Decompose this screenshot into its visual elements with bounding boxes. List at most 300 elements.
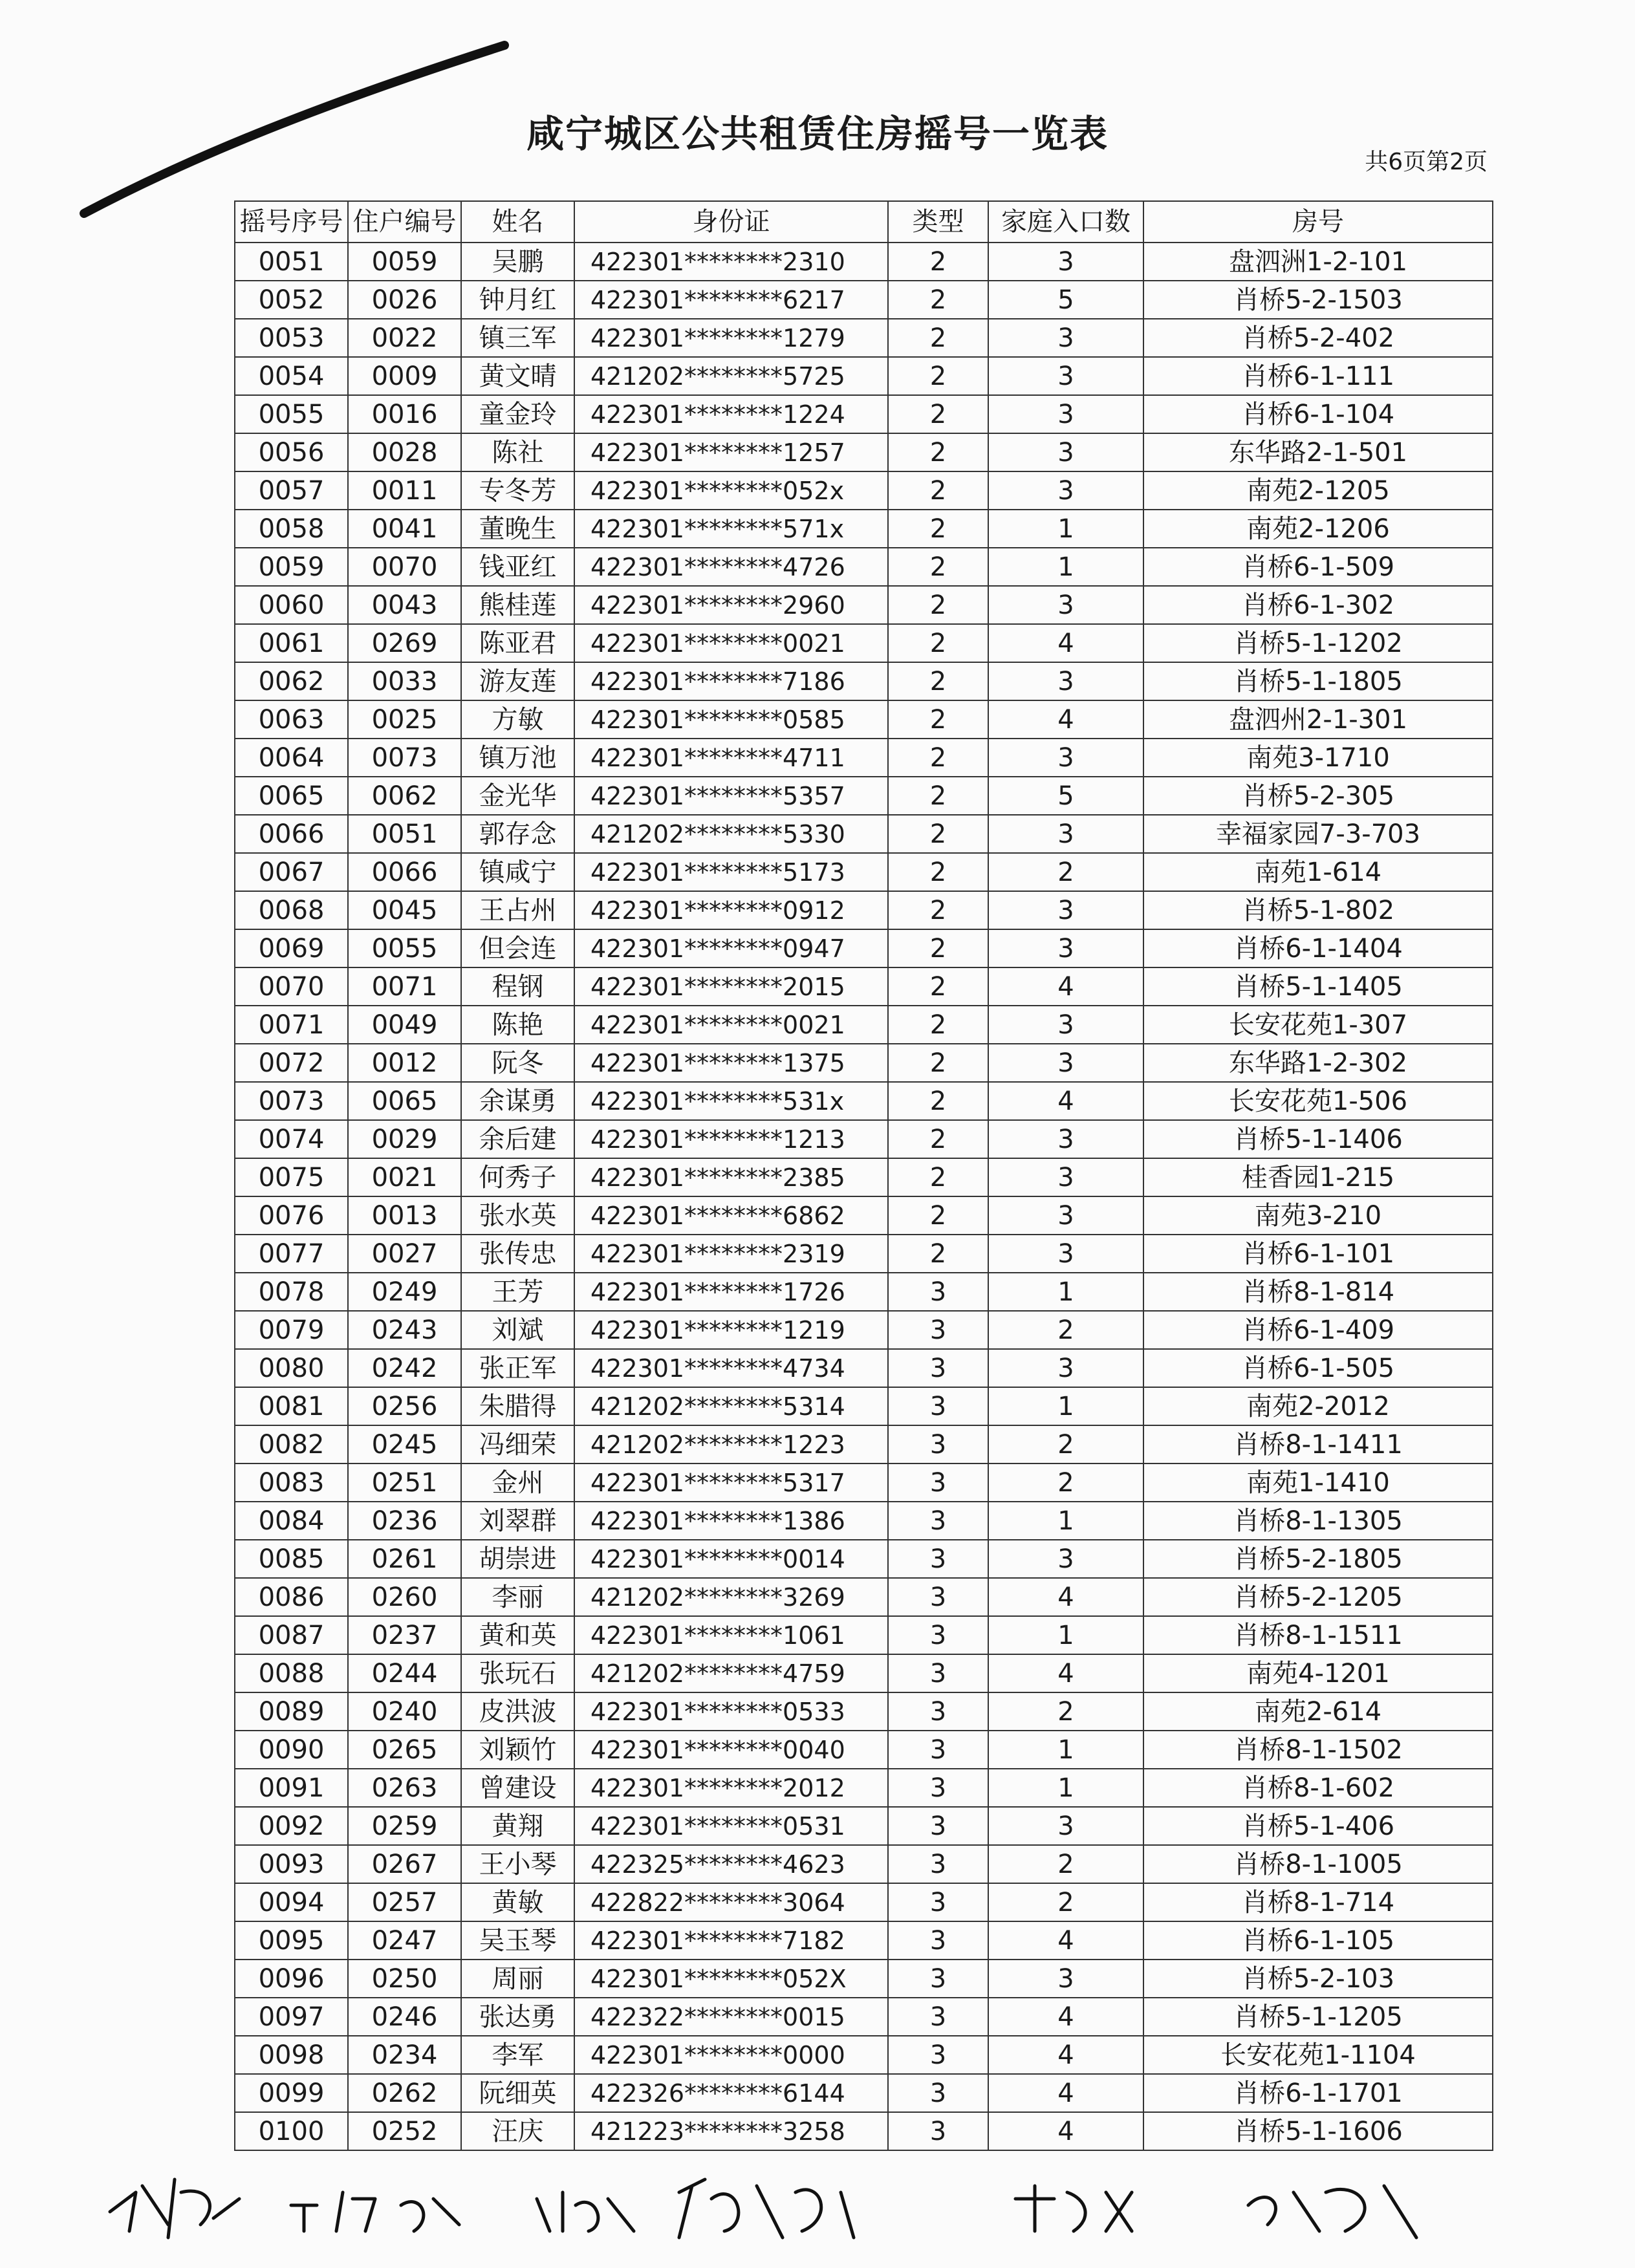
table-row (235, 662, 1493, 700)
cell-id-card: 422301********0000 (574, 2036, 888, 2074)
cell-household-no: 0246 (348, 1998, 461, 2036)
table-row (235, 395, 1493, 433)
cell-family-size: 5 (988, 777, 1143, 815)
cell-lottery-no: 0060 (235, 586, 348, 624)
cell-id-card: 421202********1223 (574, 1425, 888, 1463)
cell-id-card: 422301********052x (574, 471, 888, 510)
cell-room-no: 桂香园1-215 (1143, 1158, 1493, 1196)
cell-household-no: 0237 (348, 1616, 461, 1654)
cell-room-no: 幸福家园7-3-703 (1143, 815, 1493, 853)
table-row (235, 1120, 1493, 1158)
table-row (235, 929, 1493, 967)
cell-id-card: 422301********1726 (574, 1273, 888, 1311)
cell-id-card: 422301********7186 (574, 662, 888, 700)
cell-type: 2 (888, 967, 988, 1006)
cell-room-no: 肖桥5-1-1606 (1143, 2112, 1493, 2150)
cell-id-card: 422301********2960 (574, 586, 888, 624)
cell-name: 朱腊得 (461, 1387, 574, 1425)
cell-lottery-no: 0058 (235, 510, 348, 548)
cell-lottery-no: 0062 (235, 662, 348, 700)
cell-family-size: 1 (988, 1502, 1143, 1540)
signatures-area (97, 2154, 1552, 2251)
cell-name: 阮细英 (461, 2074, 574, 2112)
cell-type: 3 (888, 1769, 988, 1807)
cell-family-size: 3 (988, 319, 1143, 357)
cell-type: 2 (888, 1044, 988, 1082)
cell-lottery-no: 0075 (235, 1158, 348, 1196)
cell-household-no: 0045 (348, 891, 461, 929)
cell-household-no: 0252 (348, 2112, 461, 2150)
cell-lottery-no: 0092 (235, 1807, 348, 1845)
cell-id-card: 422301********0585 (574, 700, 888, 739)
cell-name: 专冬芳 (461, 471, 574, 510)
table-row (235, 1654, 1493, 1692)
cell-room-no: 东华路1-2-302 (1143, 1044, 1493, 1082)
table-row (235, 891, 1493, 929)
cell-household-no: 0059 (348, 243, 461, 281)
table-row (235, 1044, 1493, 1082)
cell-type: 3 (888, 1463, 988, 1502)
cell-lottery-no: 0096 (235, 1960, 348, 1998)
cell-family-size: 2 (988, 1463, 1143, 1502)
cell-id-card: 422301********5173 (574, 853, 888, 891)
table-row (235, 1425, 1493, 1463)
cell-household-no: 0065 (348, 1082, 461, 1120)
table-row (235, 1387, 1493, 1425)
cell-family-size: 2 (988, 1883, 1143, 1921)
cell-room-no: 肖桥5-1-1805 (1143, 662, 1493, 700)
cell-lottery-no: 0054 (235, 357, 348, 395)
cell-type: 2 (888, 929, 988, 967)
table-row (235, 357, 1493, 395)
cell-room-no: 肖桥6-1-104 (1143, 395, 1493, 433)
table-row (235, 1235, 1493, 1273)
cell-room-no: 南苑2-1205 (1143, 471, 1493, 510)
cell-id-card: 422301********0021 (574, 1006, 888, 1044)
cell-type: 3 (888, 1692, 988, 1731)
table-row (235, 1349, 1493, 1387)
cell-lottery-no: 0074 (235, 1120, 348, 1158)
table-row (235, 1769, 1493, 1807)
cell-name: 董晚生 (461, 510, 574, 548)
table-row (235, 281, 1493, 319)
cell-id-card: 422301********5357 (574, 777, 888, 815)
cell-family-size: 3 (988, 586, 1143, 624)
cell-household-no: 0267 (348, 1845, 461, 1883)
cell-id-card: 422301********6862 (574, 1196, 888, 1235)
cell-room-no: 肖桥5-1-1405 (1143, 967, 1493, 1006)
cell-lottery-no: 0085 (235, 1540, 348, 1578)
cell-lottery-no: 0083 (235, 1463, 348, 1502)
cell-family-size: 1 (988, 548, 1143, 586)
cell-household-no: 0249 (348, 1273, 461, 1311)
cell-name: 黄敏 (461, 1883, 574, 1921)
cell-id-card: 422301********0533 (574, 1692, 888, 1731)
cell-room-no: 南苑1-614 (1143, 853, 1493, 891)
cell-name: 陈艳 (461, 1006, 574, 1044)
cell-name: 镇咸宁 (461, 853, 574, 891)
cell-id-card: 422301********2310 (574, 243, 888, 281)
cell-id-card: 422301********1257 (574, 433, 888, 471)
cell-lottery-no: 0088 (235, 1654, 348, 1692)
document-title: 咸宁城区公共租赁住房摇号一览表 (526, 112, 1109, 156)
cell-family-size: 3 (988, 471, 1143, 510)
table-row (235, 739, 1493, 777)
table-row (235, 1463, 1493, 1502)
cell-room-no: 南苑4-1201 (1143, 1654, 1493, 1692)
table-row (235, 1845, 1493, 1883)
cell-room-no: 肖桥8-1-1502 (1143, 1731, 1493, 1769)
cell-room-no: 盘泗洲1-2-101 (1143, 243, 1493, 281)
cell-family-size: 4 (988, 2112, 1143, 2150)
cell-household-no: 0012 (348, 1044, 461, 1082)
table-row (235, 433, 1493, 471)
cell-name: 李军 (461, 2036, 574, 2074)
cell-name: 但会连 (461, 929, 574, 967)
cell-name: 吴鹏 (461, 243, 574, 281)
cell-name: 刘翠群 (461, 1502, 574, 1540)
cell-type: 2 (888, 815, 988, 853)
signature-3 (537, 2192, 634, 2231)
lottery-table-container (234, 200, 1492, 2151)
cell-name: 胡崇进 (461, 1540, 574, 1578)
cell-type: 3 (888, 2036, 988, 2074)
cell-household-no: 0070 (348, 548, 461, 586)
table-row (235, 1082, 1493, 1120)
cell-room-no: 肖桥6-1-509 (1143, 548, 1493, 586)
cell-room-no: 盘泗州2-1-301 (1143, 700, 1493, 739)
cell-type: 2 (888, 281, 988, 319)
header-lottery-no: 摇号序号 (235, 201, 348, 243)
table-row (235, 1998, 1493, 2036)
cell-type: 2 (888, 357, 988, 395)
cell-id-card: 422301********0947 (574, 929, 888, 967)
cell-household-no: 0013 (348, 1196, 461, 1235)
cell-room-no: 肖桥5-1-406 (1143, 1807, 1493, 1845)
cell-id-card: 422822********3064 (574, 1883, 888, 1921)
cell-household-no: 0016 (348, 395, 461, 433)
cell-household-no: 0257 (348, 1883, 461, 1921)
cell-name: 余谋勇 (461, 1082, 574, 1120)
cell-type: 2 (888, 700, 988, 739)
cell-name: 张达勇 (461, 1998, 574, 2036)
table-row (235, 2112, 1493, 2150)
cell-name: 陈社 (461, 433, 574, 471)
cell-type: 2 (888, 395, 988, 433)
table-row (235, 1960, 1493, 1998)
cell-household-no: 0033 (348, 662, 461, 700)
table-row (235, 1883, 1493, 1921)
cell-family-size: 1 (988, 510, 1143, 548)
cell-lottery-no: 0071 (235, 1006, 348, 1044)
cell-type: 3 (888, 1273, 988, 1311)
cell-type: 3 (888, 2074, 988, 2112)
cell-room-no: 肖桥5-1-1205 (1143, 1998, 1493, 2036)
cell-room-no: 南苑3-1710 (1143, 739, 1493, 777)
cell-household-no: 0250 (348, 1960, 461, 1998)
cell-room-no: 肖桥6-1-111 (1143, 357, 1493, 395)
table-row (235, 319, 1493, 357)
cell-room-no: 肖桥6-1-1404 (1143, 929, 1493, 967)
cell-name: 张玩石 (461, 1654, 574, 1692)
table-header-row (235, 201, 1493, 243)
cell-name: 钟月红 (461, 281, 574, 319)
cell-type: 2 (888, 853, 988, 891)
cell-family-size: 4 (988, 624, 1143, 662)
cell-room-no: 南苑2-614 (1143, 1692, 1493, 1731)
cell-family-size: 1 (988, 1387, 1143, 1425)
cell-type: 3 (888, 1845, 988, 1883)
cell-id-card: 422301********1224 (574, 395, 888, 433)
cell-name: 张正军 (461, 1349, 574, 1387)
cell-household-no: 0073 (348, 739, 461, 777)
table-row (235, 967, 1493, 1006)
cell-id-card: 422301********1213 (574, 1120, 888, 1158)
cell-family-size: 2 (988, 1311, 1143, 1349)
cell-id-card: 422301********531x (574, 1082, 888, 1120)
cell-household-no: 0244 (348, 1654, 461, 1692)
cell-lottery-no: 0070 (235, 967, 348, 1006)
cell-id-card: 422301********2319 (574, 1235, 888, 1273)
cell-name: 皮洪波 (461, 1692, 574, 1731)
cell-name: 黄翔 (461, 1807, 574, 1845)
cell-type: 2 (888, 1196, 988, 1235)
cell-family-size: 4 (988, 700, 1143, 739)
cell-type: 3 (888, 1998, 988, 2036)
cell-type: 2 (888, 739, 988, 777)
cell-room-no: 肖桥8-1-1411 (1143, 1425, 1493, 1463)
cell-family-size: 3 (988, 1044, 1143, 1082)
cell-household-no: 0247 (348, 1921, 461, 1960)
cell-family-size: 3 (988, 1807, 1143, 1845)
cell-room-no: 肖桥5-2-305 (1143, 777, 1493, 815)
cell-room-no: 肖桥6-1-105 (1143, 1921, 1493, 1960)
cell-id-card: 422301********1061 (574, 1616, 888, 1654)
cell-name: 汪庆 (461, 2112, 574, 2150)
cell-lottery-no: 0076 (235, 1196, 348, 1235)
cell-type: 3 (888, 1616, 988, 1654)
cell-family-size: 2 (988, 1845, 1143, 1883)
table-row (235, 1273, 1493, 1311)
cell-name: 阮冬 (461, 1044, 574, 1082)
cell-family-size: 3 (988, 1158, 1143, 1196)
cell-type: 3 (888, 1311, 988, 1349)
cell-family-size: 4 (988, 1082, 1143, 1120)
cell-lottery-no: 0093 (235, 1845, 348, 1883)
cell-family-size: 3 (988, 433, 1143, 471)
cell-household-no: 0240 (348, 1692, 461, 1731)
cell-household-no: 0055 (348, 929, 461, 967)
cell-type: 2 (888, 777, 988, 815)
cell-room-no: 肖桥8-1-1511 (1143, 1616, 1493, 1654)
cell-type: 3 (888, 1807, 988, 1845)
cell-family-size: 3 (988, 1006, 1143, 1044)
cell-room-no: 东华路2-1-501 (1143, 433, 1493, 471)
header-id-card: 身份证 (574, 201, 888, 243)
cell-room-no: 肖桥8-1-714 (1143, 1883, 1493, 1921)
cell-type: 2 (888, 624, 988, 662)
cell-lottery-no: 0078 (235, 1273, 348, 1311)
cell-id-card: 422301********052X (574, 1960, 888, 1998)
cell-family-size: 3 (988, 1235, 1143, 1273)
cell-name: 刘颖竹 (461, 1731, 574, 1769)
cell-household-no: 0021 (348, 1158, 461, 1196)
cell-household-no: 0049 (348, 1006, 461, 1044)
cell-household-no: 0027 (348, 1235, 461, 1273)
cell-id-card: 421202********3269 (574, 1578, 888, 1616)
cell-household-no: 0022 (348, 319, 461, 357)
cell-family-size: 2 (988, 1425, 1143, 1463)
header-household-no: 住户编号 (348, 201, 461, 243)
cell-lottery-no: 0065 (235, 777, 348, 815)
cell-id-card: 422301********1279 (574, 319, 888, 357)
cell-id-card: 422301********4711 (574, 739, 888, 777)
cell-lottery-no: 0056 (235, 433, 348, 471)
cell-room-no: 南苑1-1410 (1143, 1463, 1493, 1502)
signature-4 (679, 2179, 854, 2238)
cell-id-card: 422301********571x (574, 510, 888, 548)
header-type: 类型 (888, 201, 988, 243)
cell-name: 游友莲 (461, 662, 574, 700)
cell-room-no: 南苑2-2012 (1143, 1387, 1493, 1425)
cell-household-no: 0262 (348, 2074, 461, 2112)
cell-room-no: 肖桥6-1-409 (1143, 1311, 1493, 1349)
cell-lottery-no: 0072 (235, 1044, 348, 1082)
table-row (235, 2036, 1493, 2074)
cell-family-size: 4 (988, 967, 1143, 1006)
cell-type: 3 (888, 1578, 988, 1616)
cell-type: 2 (888, 1120, 988, 1158)
cell-lottery-no: 0099 (235, 2074, 348, 2112)
cell-room-no: 肖桥5-1-1202 (1143, 624, 1493, 662)
table-row (235, 1196, 1493, 1235)
table-row (235, 1502, 1493, 1540)
signature-6 (1248, 2186, 1416, 2238)
cell-room-no: 肖桥5-1-802 (1143, 891, 1493, 929)
cell-lottery-no: 0082 (235, 1425, 348, 1463)
cell-id-card: 421202********5314 (574, 1387, 888, 1425)
table-row (235, 548, 1493, 586)
table-row (235, 624, 1493, 662)
cell-family-size: 1 (988, 1769, 1143, 1807)
cell-family-size: 3 (988, 815, 1143, 853)
cell-id-card: 422301********7182 (574, 1921, 888, 1960)
cell-name: 钱亚红 (461, 548, 574, 586)
table-row (235, 586, 1493, 624)
cell-id-card: 422301********0014 (574, 1540, 888, 1578)
cell-name: 何秀子 (461, 1158, 574, 1196)
lottery-table (234, 200, 1493, 2151)
cell-lottery-no: 0059 (235, 548, 348, 586)
cell-family-size: 3 (988, 739, 1143, 777)
cell-household-no: 0265 (348, 1731, 461, 1769)
cell-household-no: 0251 (348, 1463, 461, 1502)
cell-household-no: 0051 (348, 815, 461, 853)
cell-name: 曾建设 (461, 1769, 574, 1807)
cell-id-card: 422301********1386 (574, 1502, 888, 1540)
cell-name: 郭存念 (461, 815, 574, 853)
cell-id-card: 421202********4759 (574, 1654, 888, 1692)
cell-id-card: 422301********5317 (574, 1463, 888, 1502)
cell-household-no: 0256 (348, 1387, 461, 1425)
cell-name: 陈亚君 (461, 624, 574, 662)
cell-lottery-no: 0079 (235, 1311, 348, 1349)
cell-family-size: 1 (988, 1273, 1143, 1311)
header-name: 姓名 (461, 201, 574, 243)
cell-lottery-no: 0051 (235, 243, 348, 281)
cell-family-size: 4 (988, 1998, 1143, 2036)
cell-name: 王占州 (461, 891, 574, 929)
signature-1 (110, 2179, 239, 2238)
cell-family-size: 3 (988, 1196, 1143, 1235)
cell-id-card: 422301********1219 (574, 1311, 888, 1349)
cell-lottery-no: 0095 (235, 1921, 348, 1960)
cell-lottery-no: 0091 (235, 1769, 348, 1807)
cell-id-card: 422322********0015 (574, 1998, 888, 2036)
cell-family-size: 3 (988, 357, 1143, 395)
cell-family-size: 4 (988, 1578, 1143, 1616)
cell-room-no: 长安花苑1-506 (1143, 1082, 1493, 1120)
cell-room-no: 肖桥8-1-1305 (1143, 1502, 1493, 1540)
cell-room-no: 肖桥6-1-302 (1143, 586, 1493, 624)
table-row (235, 471, 1493, 510)
table-row (235, 1006, 1493, 1044)
cell-type: 2 (888, 548, 988, 586)
header-family-size: 家庭入口数 (988, 201, 1143, 243)
cell-id-card: 422301********0040 (574, 1731, 888, 1769)
table-row (235, 1731, 1493, 1769)
cell-room-no: 肖桥6-1-101 (1143, 1235, 1493, 1273)
table-row (235, 1311, 1493, 1349)
cell-lottery-no: 0052 (235, 281, 348, 319)
cell-id-card: 421202********5725 (574, 357, 888, 395)
cell-room-no: 肖桥8-1-602 (1143, 1769, 1493, 1807)
cell-room-no: 南苑2-1206 (1143, 510, 1493, 548)
cell-type: 2 (888, 662, 988, 700)
cell-type: 3 (888, 1387, 988, 1425)
cell-household-no: 0011 (348, 471, 461, 510)
cell-room-no: 长安花苑1-307 (1143, 1006, 1493, 1044)
cell-id-card: 422325********4623 (574, 1845, 888, 1883)
cell-family-size: 5 (988, 281, 1143, 319)
cell-lottery-no: 0100 (235, 2112, 348, 2150)
cell-name: 余后建 (461, 1120, 574, 1158)
cell-family-size: 3 (988, 1120, 1143, 1158)
table-body (235, 243, 1493, 2150)
cell-name: 镇万池 (461, 739, 574, 777)
cell-lottery-no: 0061 (235, 624, 348, 662)
handwritten-signatures (97, 2154, 1552, 2251)
cell-name: 黄和英 (461, 1616, 574, 1654)
cell-type: 2 (888, 1158, 988, 1196)
cell-family-size: 2 (988, 853, 1143, 891)
cell-household-no: 0028 (348, 433, 461, 471)
cell-id-card: 422301********4734 (574, 1349, 888, 1387)
cell-lottery-no: 0055 (235, 395, 348, 433)
cell-family-size: 3 (988, 662, 1143, 700)
cell-family-size: 3 (988, 243, 1143, 281)
cell-room-no: 肖桥5-2-1805 (1143, 1540, 1493, 1578)
cell-lottery-no: 0094 (235, 1883, 348, 1921)
cell-name: 张传忠 (461, 1235, 574, 1273)
cell-id-card: 422301********2385 (574, 1158, 888, 1196)
cell-household-no: 0066 (348, 853, 461, 891)
cell-household-no: 0026 (348, 281, 461, 319)
cell-type: 3 (888, 1540, 988, 1578)
cell-lottery-no: 0057 (235, 471, 348, 510)
cell-household-no: 0071 (348, 967, 461, 1006)
cell-lottery-no: 0066 (235, 815, 348, 853)
